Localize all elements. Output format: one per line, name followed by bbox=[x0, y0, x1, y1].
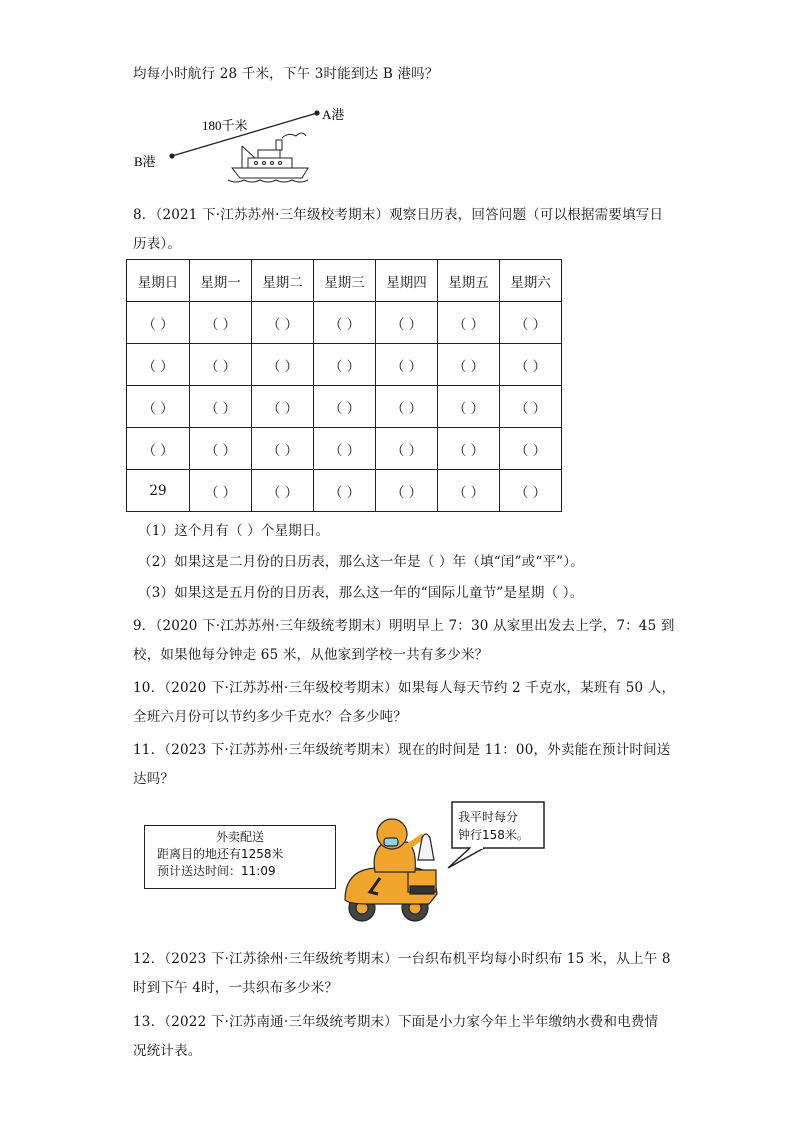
q10-line2: 全班六月份可以节约多少千克水？合多少吨？ bbox=[133, 709, 407, 725]
scooter-icon bbox=[345, 868, 437, 921]
calendar-cell: （ ） bbox=[438, 470, 500, 512]
calendar-row bbox=[127, 344, 562, 386]
calendar-cell: （ ） bbox=[500, 302, 562, 344]
calendar-cell: （ ） bbox=[252, 302, 314, 344]
q13-line1: 13．（2022 下·江苏南通·三年级统考期末）下面是小力家今年上半年缴纳水费和电费情 bbox=[133, 1014, 659, 1030]
delivery-figure bbox=[140, 800, 560, 930]
calendar-cell: （ ） bbox=[500, 470, 562, 512]
q11-line2: 达吗？ bbox=[133, 771, 175, 787]
calendar-cell: （ ） bbox=[376, 470, 438, 512]
calendar-cell: （ ） bbox=[438, 302, 500, 344]
q9-line2: 校，如果他每分钟走 65 米，从他家到学校一共有多少米？ bbox=[133, 647, 489, 663]
calendar-cell: （ ） bbox=[500, 344, 562, 386]
calendar-cell: （ ） bbox=[190, 344, 252, 386]
q8-line1: 8．（2021 下·江苏苏州·三年级校考期末）观察日历表，回答问题（可以根据需要填写日 bbox=[133, 207, 664, 223]
q10-line1: 10．（2020 下·江苏苏州·三年级校考期末）如果每人每天节约 2 千克水，某班有 50 人， bbox=[133, 680, 676, 696]
calendar-row bbox=[127, 470, 562, 512]
calendar-cell: （ ） bbox=[127, 386, 190, 428]
calendar-cell: （ ） bbox=[500, 386, 562, 428]
b-port-dot bbox=[169, 153, 174, 158]
calendar-cell: 29 bbox=[127, 470, 190, 512]
calendar-cell: （ ） bbox=[190, 386, 252, 428]
calendar-cell: （ ） bbox=[127, 344, 190, 386]
calendar-cell: （ ） bbox=[314, 302, 376, 344]
ship-distance-diagram bbox=[130, 100, 370, 190]
q9-line1: 9．（2020 下·江苏苏州·三年级统考期末）明明早上 7：30 从家里出发去上学，7：45 到 bbox=[133, 618, 675, 634]
ship-icon bbox=[228, 133, 308, 182]
q12-line2: 时到下午 4时，一共织布多少米？ bbox=[133, 980, 339, 996]
b-port-label: B港 bbox=[134, 154, 156, 169]
q8-sub2: （2）如果这是二月份的日历表，那么这一年是（ ）年（填“闰”或“平”）。 bbox=[138, 554, 584, 570]
header-thu: 星期四 bbox=[376, 260, 438, 302]
calendar-cell: （ ） bbox=[376, 428, 438, 470]
calendar-cell: （ ） bbox=[190, 470, 252, 512]
calendar-cell: （ ） bbox=[376, 386, 438, 428]
a-port-dot bbox=[314, 110, 319, 115]
calendar-cell: （ ） bbox=[438, 386, 500, 428]
calendar-cell: （ ） bbox=[252, 470, 314, 512]
calendar-cell: （ ） bbox=[252, 428, 314, 470]
calendar-cell: （ ） bbox=[500, 428, 562, 470]
q7-continuation: 均每小时航行 28 千米，下午 3时能到达 B 港吗？ bbox=[133, 66, 439, 82]
header-mon: 星期一 bbox=[190, 260, 252, 302]
bubble-line2: 钟行158米。 bbox=[458, 828, 529, 842]
calendar-cell: （ ） bbox=[127, 302, 190, 344]
calendar-cell: （ ） bbox=[376, 344, 438, 386]
calendar-row bbox=[127, 302, 562, 344]
calendar-cell: （ ） bbox=[127, 428, 190, 470]
header-wed: 星期三 bbox=[314, 260, 376, 302]
q8-sub3: （3）如果这是五月份的日历表，那么这一年的“国际儿童节”是星期（ ）。 bbox=[138, 585, 584, 601]
calendar-cell: （ ） bbox=[314, 428, 376, 470]
q12-line1: 12．（2023 下·江苏徐州·三年级统考期末）一台织布机平均每小时织布 15 米，从上午 8 bbox=[133, 951, 671, 967]
calendar-cell: （ ） bbox=[190, 302, 252, 344]
calendar-cell: （ ） bbox=[314, 344, 376, 386]
calendar-cell: （ ） bbox=[438, 344, 500, 386]
calendar-cell: （ ） bbox=[438, 428, 500, 470]
calendar-cell: （ ） bbox=[190, 428, 252, 470]
q8-sub1: （1）这个月有（ ）个星期日。 bbox=[138, 523, 330, 539]
calendar-cell: （ ） bbox=[252, 344, 314, 386]
calendar-cell: （ ） bbox=[314, 386, 376, 428]
calendar-header-row bbox=[127, 260, 562, 302]
calendar-cell: （ ） bbox=[376, 302, 438, 344]
bubble-line1: 我平时每分 bbox=[458, 810, 519, 824]
calendar-row bbox=[127, 386, 562, 428]
header-sun: 星期日 bbox=[127, 260, 190, 302]
q8-line2: 历表）。 bbox=[133, 236, 182, 252]
calendar-table bbox=[126, 259, 562, 512]
calendar-row bbox=[127, 428, 562, 470]
sign-distance: 距离目的地还有1258米 bbox=[157, 847, 284, 861]
calendar-cell: （ ） bbox=[314, 470, 376, 512]
header-sat: 星期六 bbox=[500, 260, 562, 302]
header-tue: 星期二 bbox=[252, 260, 314, 302]
distance-label: 180千米 bbox=[202, 118, 248, 133]
sign-title: 外卖配送 bbox=[215, 830, 264, 844]
sign-eta: 预计送达时间：11:09 bbox=[157, 864, 276, 878]
bubble-text bbox=[458, 808, 540, 844]
header-fri: 星期五 bbox=[438, 260, 500, 302]
calendar-cell: （ ） bbox=[252, 386, 314, 428]
q11-line1: 11．（2023 下·江苏苏州·三年级统考期末）现在的时间是 11：00，外卖能在预计时间送 bbox=[133, 742, 671, 758]
q13-line2: 况统计表。 bbox=[133, 1043, 202, 1059]
a-port-label: A港 bbox=[322, 107, 345, 122]
